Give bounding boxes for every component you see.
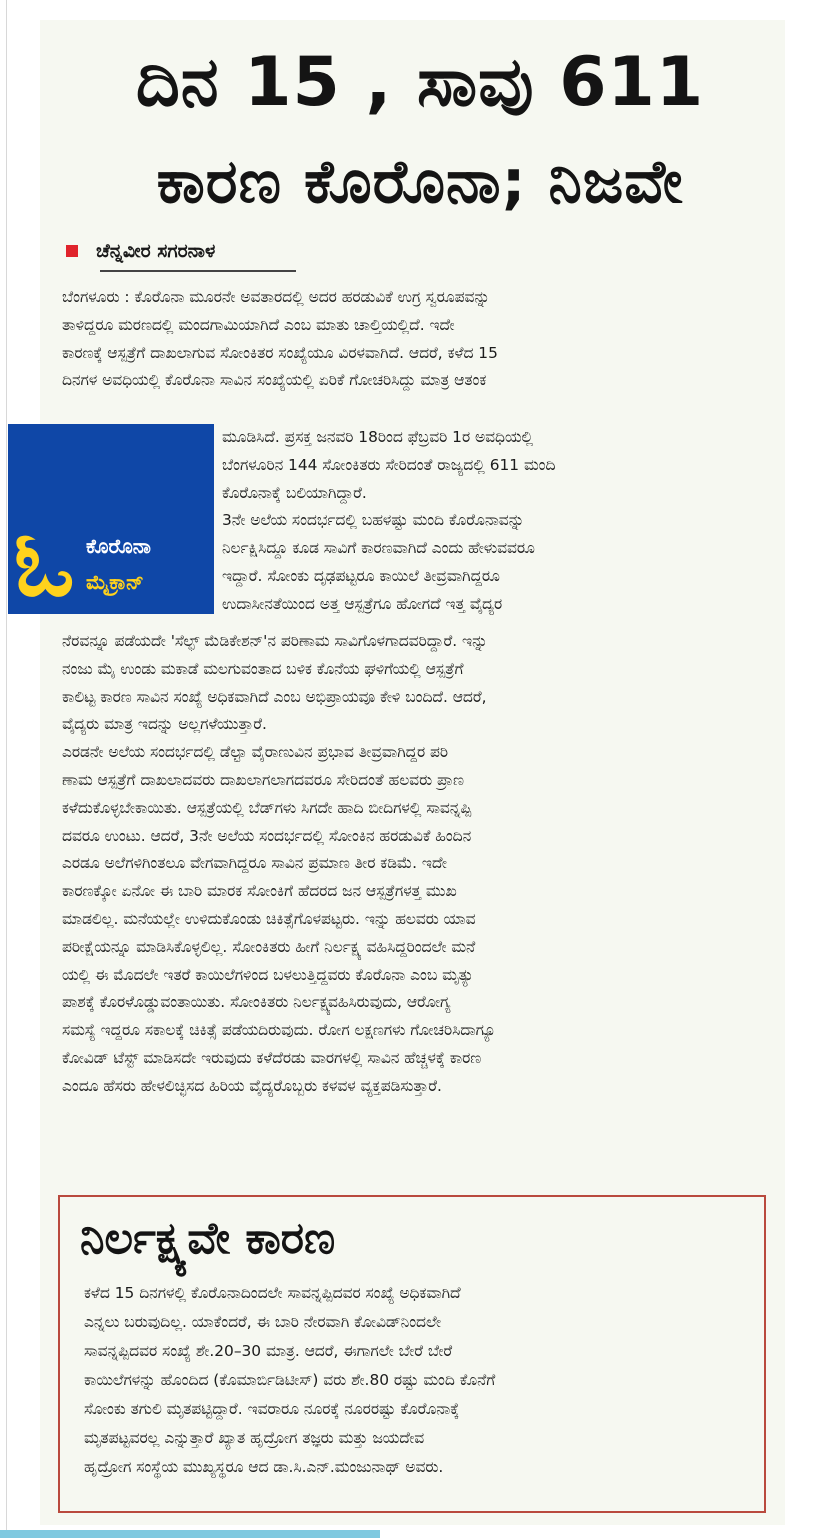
- headline-line-2: ಕಾರಣ ಕೊರೊನಾ; ನಿಜವೇ: [156, 147, 684, 217]
- article-line: ಕಳೆದುಕೊಳ್ಳಬೇಕಾಯಿತು. ಆಸ್ಪತ್ರೆಯಲ್ಲಿ ಬೆಡ್‌ಗಳು ಸಿಗದೇ ಹಾದಿ ಬೀದಿಗಳಲ್ಲಿ ಸಾವನ್ನಪ್ಪಿ: [62, 798, 472, 817]
- article-line: ಕಾಲಿಟ್ಟ ಕಾರಣ ಸಾವಿನ ಸಂಖ್ಯೆ ಅಧಿಕವಾಗಿದೆ ಎಂಬ ಅಭಿಪ್ರಾಯವೂ ಕೇಳಿ ಬಂದಿದೆ. ಆದರೆ,: [62, 687, 487, 706]
- logo-line-2: ಮೈಕ್ರಾನ್: [86, 570, 144, 594]
- byline-square-icon: [66, 245, 78, 257]
- article-block-1: [62, 284, 780, 395]
- article-line: ತಾಳಿದ್ದರೂ ಮರಣದಲ್ಲಿ ಮಂದಗಾಮಿಯಾಗಿದೆ ಎಂಬ ಮಾತು ಚಾಲ್ತಿಯಲ್ಲಿದೆ. ಇದೇ: [62, 315, 455, 334]
- article-line: ನಂಜು ಮೈ ಉಂಡು ಮಕಾಡೆ ಮಲಗುವಂತಾದ ಬಳಿಕ ಕೊನೆಯ ಘಳಿಗೆಯಲ್ಲಿ ಆಸ್ಪತ್ರೆಗೆ: [62, 659, 464, 678]
- article-line: ಎರಡನೇ ಅಲೆಯ ಸಂದರ್ಭದಲ್ಲಿ ಡೆಲ್ಟಾ ವೈರಾಣುವಿನ ಪ್ರಭಾವ ತೀವ್ರವಾಗಿದ್ದರ ಪರಿ: [62, 743, 448, 762]
- article-line: ಮಾಡಲಿಲ್ಲ. ಮನೆಯಲ್ಲೇ ಉಳಿದುಕೊಂಡು ಚಿಕಿತ್ಸೆಗೊಳಪಟ್ಟರು. ಇನ್ನು ಹಲವರು ಯಾವ: [62, 909, 476, 928]
- article-line: ನಿರ್ಲಕ್ಷಿಸಿದ್ದೂ ಕೂಡ ಸಾವಿಗೆ ಕಾರಣವಾಗಿದೆ ಎಂದು ಹೇಳುವವರೂ: [222, 539, 535, 558]
- article-line: ಎಂದೂ ಹೆಸರು ಹೇಳಲಿಚ್ಛಿಸದ ಹಿರಿಯ ವೈದ್ಯರೊಬ್ಬರು ಕಳವಳ ವ್ಯಕ್ತಪಡಿಸುತ್ತಾರೆ.: [62, 1076, 442, 1095]
- article-line: ಉದಾಸೀನತೆಯಿಂದ ಅತ್ತ ಆಸ್ಪತ್ರೆಗೂ ಹೋಗದೆ ಇತ್ತ ವೈದ್ಯರ: [222, 594, 503, 613]
- article-line: ಪಾಶಕ್ಕೆ ಕೊರಳೊಡ್ಡುವಂತಾಯಿತು. ಸೋಂಕಿತರು ನಿರ್ಲಕ್ಷ್ಯವಹಿಸಿರುವುದು, ಆರೋಗ್ಯ: [62, 993, 451, 1012]
- article-line: ಪರೀಕ್ಷೆಯನ್ನೂ ಮಾಡಿಸಿಕೊಳ್ಳಲಿಲ್ಲ. ಸೋಂಕಿತರು ಹೀಗೆ ನಿರ್ಲಕ್ಷ್ಯ ವಹಿಸಿದ್ದರಿಂದಲೇ ಮನೆ: [62, 937, 476, 956]
- bottom-accent-bar: [0, 1530, 380, 1538]
- article-line: ಮೂಡಿಸಿದೆ. ಪ್ರಸಕ್ತ ಜನವರಿ 18ರಿಂದ ಫೆಬ್ರವರಿ 1ರ ಅವಧಿಯಲ್ಲಿ: [222, 428, 534, 446]
- sidebar-title: ನಿರ್ಲಕ್ಷ್ಯವೇ ಕಾರಣ: [80, 1213, 336, 1264]
- sidebar-line: ಮೃತಪಟ್ಟವರಲ್ಲ ಎನ್ನುತ್ತಾರೆ ಖ್ಯಾತ ಹೃದ್ರೋಗ ತಜ್ಞರು ಮತ್ತು ಜಯದೇವ: [84, 1429, 425, 1447]
- article-line: ಕಾರಣಕ್ಕೋ ಏನೋ ಈ ಬಾರಿ ಮಾರಕ ಸೋಂಕಿಗೆ ಹೆದರದ ಜನ ಆಸ್ಪತ್ರೆಗಳತ್ತ ಮುಖ: [62, 882, 457, 901]
- page-edge-rule: [6, 0, 7, 1538]
- sidebar-box: [58, 1195, 766, 1513]
- article-line: ಯಲ್ಲಿ ಈ ಮೊದಲೇ ಇತರೆ ಕಾಯಿಲೆಗಳಿಂದ ಬಳಲುತ್ತಿದ್ದವರು ಕೊರೊನಾ ಎಂಬ ಮೃತ್ಯು: [62, 965, 474, 984]
- sidebar-text: [84, 1279, 754, 1482]
- sidebar-line: ಕಾಯಿಲೆಗಳನ್ನು ಹೊಂದಿದ (ಕೊಮಾರ್ಬಿಡಿಟೀಸ್) ವರು ಶೇ.80 ರಷ್ಟು ಮಂದಿ ಕೊನೆಗೆ: [84, 1371, 496, 1389]
- sidebar-line: ಸೋಂಕು ತಗುಲಿ ಮೃತಪಟ್ಟಿದ್ದಾರೆ. ಇವರಾರೂ ನೂರಕ್ಕೆ ನೂರರಷ್ಟು ಕೊರೊನಾಕ್ಕೆ: [84, 1400, 460, 1418]
- article-line: 3ನೇ ಅಲೆಯ ಸಂದರ್ಭದಲ್ಲಿ ಬಹಳಷ್ಟು ಮಂದಿ ಕೊರೊನಾವನ್ನು: [222, 511, 525, 530]
- sidebar-line: ಹೃದ್ರೋಗ ಸಂಸ್ಥೆಯ ಮುಖ್ಯಸ್ಥರೂ ಆದ ಡಾ.ಸಿ.ಎನ್.ಮಂಜುನಾಥ್ ಅವರು.: [84, 1458, 444, 1476]
- article-line: ಬೆಂಗಳೂರು : ಕೊರೊನಾ ಮೂರನೇ ಅವತಾರದಲ್ಲಿ ಅದರ ಹರಡುವಿಕೆ ಉಗ್ರ ಸ್ವರೂಪವನ್ನು: [62, 288, 490, 306]
- article-line: ಇದ್ದಾರೆ. ಸೋಂಕು ದೃಢಪಟ್ಟರೂ ಕಾಯಿಲೆ ತೀವ್ರವಾಗಿದ್ದರೂ: [222, 566, 500, 585]
- article-line: ಎರಡೂ ಅಲೆಗಳಿಗಿಂತಲೂ ವೇಗವಾಗಿದ್ದರೂ ಸಾವಿನ ಪ್ರಮಾಣ ತೀರ ಕಡಿಮೆ. ಇದೇ: [62, 854, 447, 873]
- article-line: ದಿನಗಳ ಅವಧಿಯಲ್ಲಿ ಕೊರೊನಾ ಸಾವಿನ ಸಂಖ್ಯೆಯಲ್ಲಿ ಏರಿಕೆ ಗೋಚರಿಸಿದ್ದು ಮಾತ್ರ ಆತಂಕ: [62, 371, 487, 390]
- article-line: ನೆರವನ್ನೂ ಪಡೆಯದೇ 'ಸೆಲ್ಫ್ ಮೆಡಿಕೇಶನ್'ನ ಪರಿಣಾಮ ಸಾವಿಗೊಳಗಾದವರಿದ್ದಾರೆ. ಇನ್ನು: [62, 632, 488, 650]
- logo-line-1: ಕೊರೊನಾ: [86, 534, 151, 558]
- byline-underline: [100, 270, 296, 272]
- logo-glyph: ಓ: [14, 512, 75, 617]
- sidebar-line: ಕಳೆದ 15 ದಿನಗಳಲ್ಲಿ ಕೊರೊನಾದಿಂದಲೇ ಸಾವನ್ನಪ್ಪಿದವರ ಸಂಖ್ಯೆ ಅಧಿಕವಾಗಿದೆ: [84, 1284, 461, 1302]
- byline: [66, 232, 215, 270]
- article-line: ವೈದ್ಯರು ಮಾತ್ರ ಇದನ್ನು ಅಲ್ಲಗಳೆಯುತ್ತಾರೆ.: [62, 715, 267, 734]
- article-line: ದವರೂ ಉಂಟು. ಆದರೆ, 3ನೇ ಅಲೆಯ ಸಂದರ್ಭದಲ್ಲಿ ಸೋಂಕಿನ ಹರಡುವಿಕೆ ಹಿಂದಿನ: [62, 826, 472, 845]
- article-line: ಕೊರೊನಾಕ್ಕೆ ಬಲಿಯಾಗಿದ್ದಾರೆ.: [222, 483, 367, 502]
- headline-line-1: ದಿನ 15 , ಸಾವು 611: [135, 43, 705, 122]
- article-line: ಬೆಂಗಳೂರಿನ 144 ಸೋಂಕಿತರು ಸೇರಿದಂತೆ ರಾಜ್ಯದಲ್ಲಿ 611 ಮಂದಿ: [222, 455, 556, 474]
- article-line: ಸಮಸ್ಯೆ ಇದ್ದರೂ ಸಕಾಲಕ್ಕೆ ಚಿಕಿತ್ಸೆ ಪಡೆಯದಿರುವುದು. ರೋಗ ಲಕ್ಷಣಗಳು ಗೋಚರಿಸಿದಾಗ್ಯೂ: [62, 1021, 496, 1040]
- omicron-logo: [8, 424, 214, 617]
- article-line: ಕಾರಣಕ್ಕೆ ಆಸ್ಪತ್ರೆಗೆ ದಾಖಲಾಗುವ ಸೋಂಕಿತರ ಸಂಖ್ಯೆಯೂ ವಿರಳವಾಗಿದೆ. ಆದರೆ, ಕಳೆದ 15: [62, 343, 498, 362]
- sidebar-line: ಸಾವನ್ನಪ್ಪಿದವರ ಸಂಖ್ಯೆ ಶೇ.20–30 ಮಾತ್ರ. ಆದರೆ, ಈಗಾಗಲೇ ಬೇರೆ ಬೇರೆ: [84, 1342, 453, 1360]
- article-block-2: [222, 424, 780, 619]
- sidebar-line: ಎನ್ನಲು ಬರುವುದಿಲ್ಲ. ಯಾಕೆಂದರೆ, ಈ ಬಾರಿ ನೇರವಾಗಿ ಕೋವಿಡ್‌ನಿಂದಲೇ: [84, 1313, 442, 1331]
- article-line: ಕೋವಿಡ್ ಟೆಸ್ಟ್ ಮಾಡಿಸದೇ ಇರುವುದು ಕಳೆದೆರಡು ವಾರಗಳಲ್ಲಿ ಸಾವಿನ ಹೆಚ್ಚಳಕ್ಕೆ ಕಾರಣ: [62, 1048, 482, 1067]
- article-line: ಣಾಮ ಆಸ್ಪತ್ರೆಗೆ ದಾಖಲಾದವರು ದಾಖಲಾಗಲಾಗದವರೂ ಸೇರಿದಂತೆ ಹಲವರು ಪ್ರಾಣ: [62, 770, 464, 789]
- article-block-3: [62, 628, 780, 1101]
- author-name: ಚೆನ್ನವೀರ ಸಗರನಾಳ: [96, 240, 216, 262]
